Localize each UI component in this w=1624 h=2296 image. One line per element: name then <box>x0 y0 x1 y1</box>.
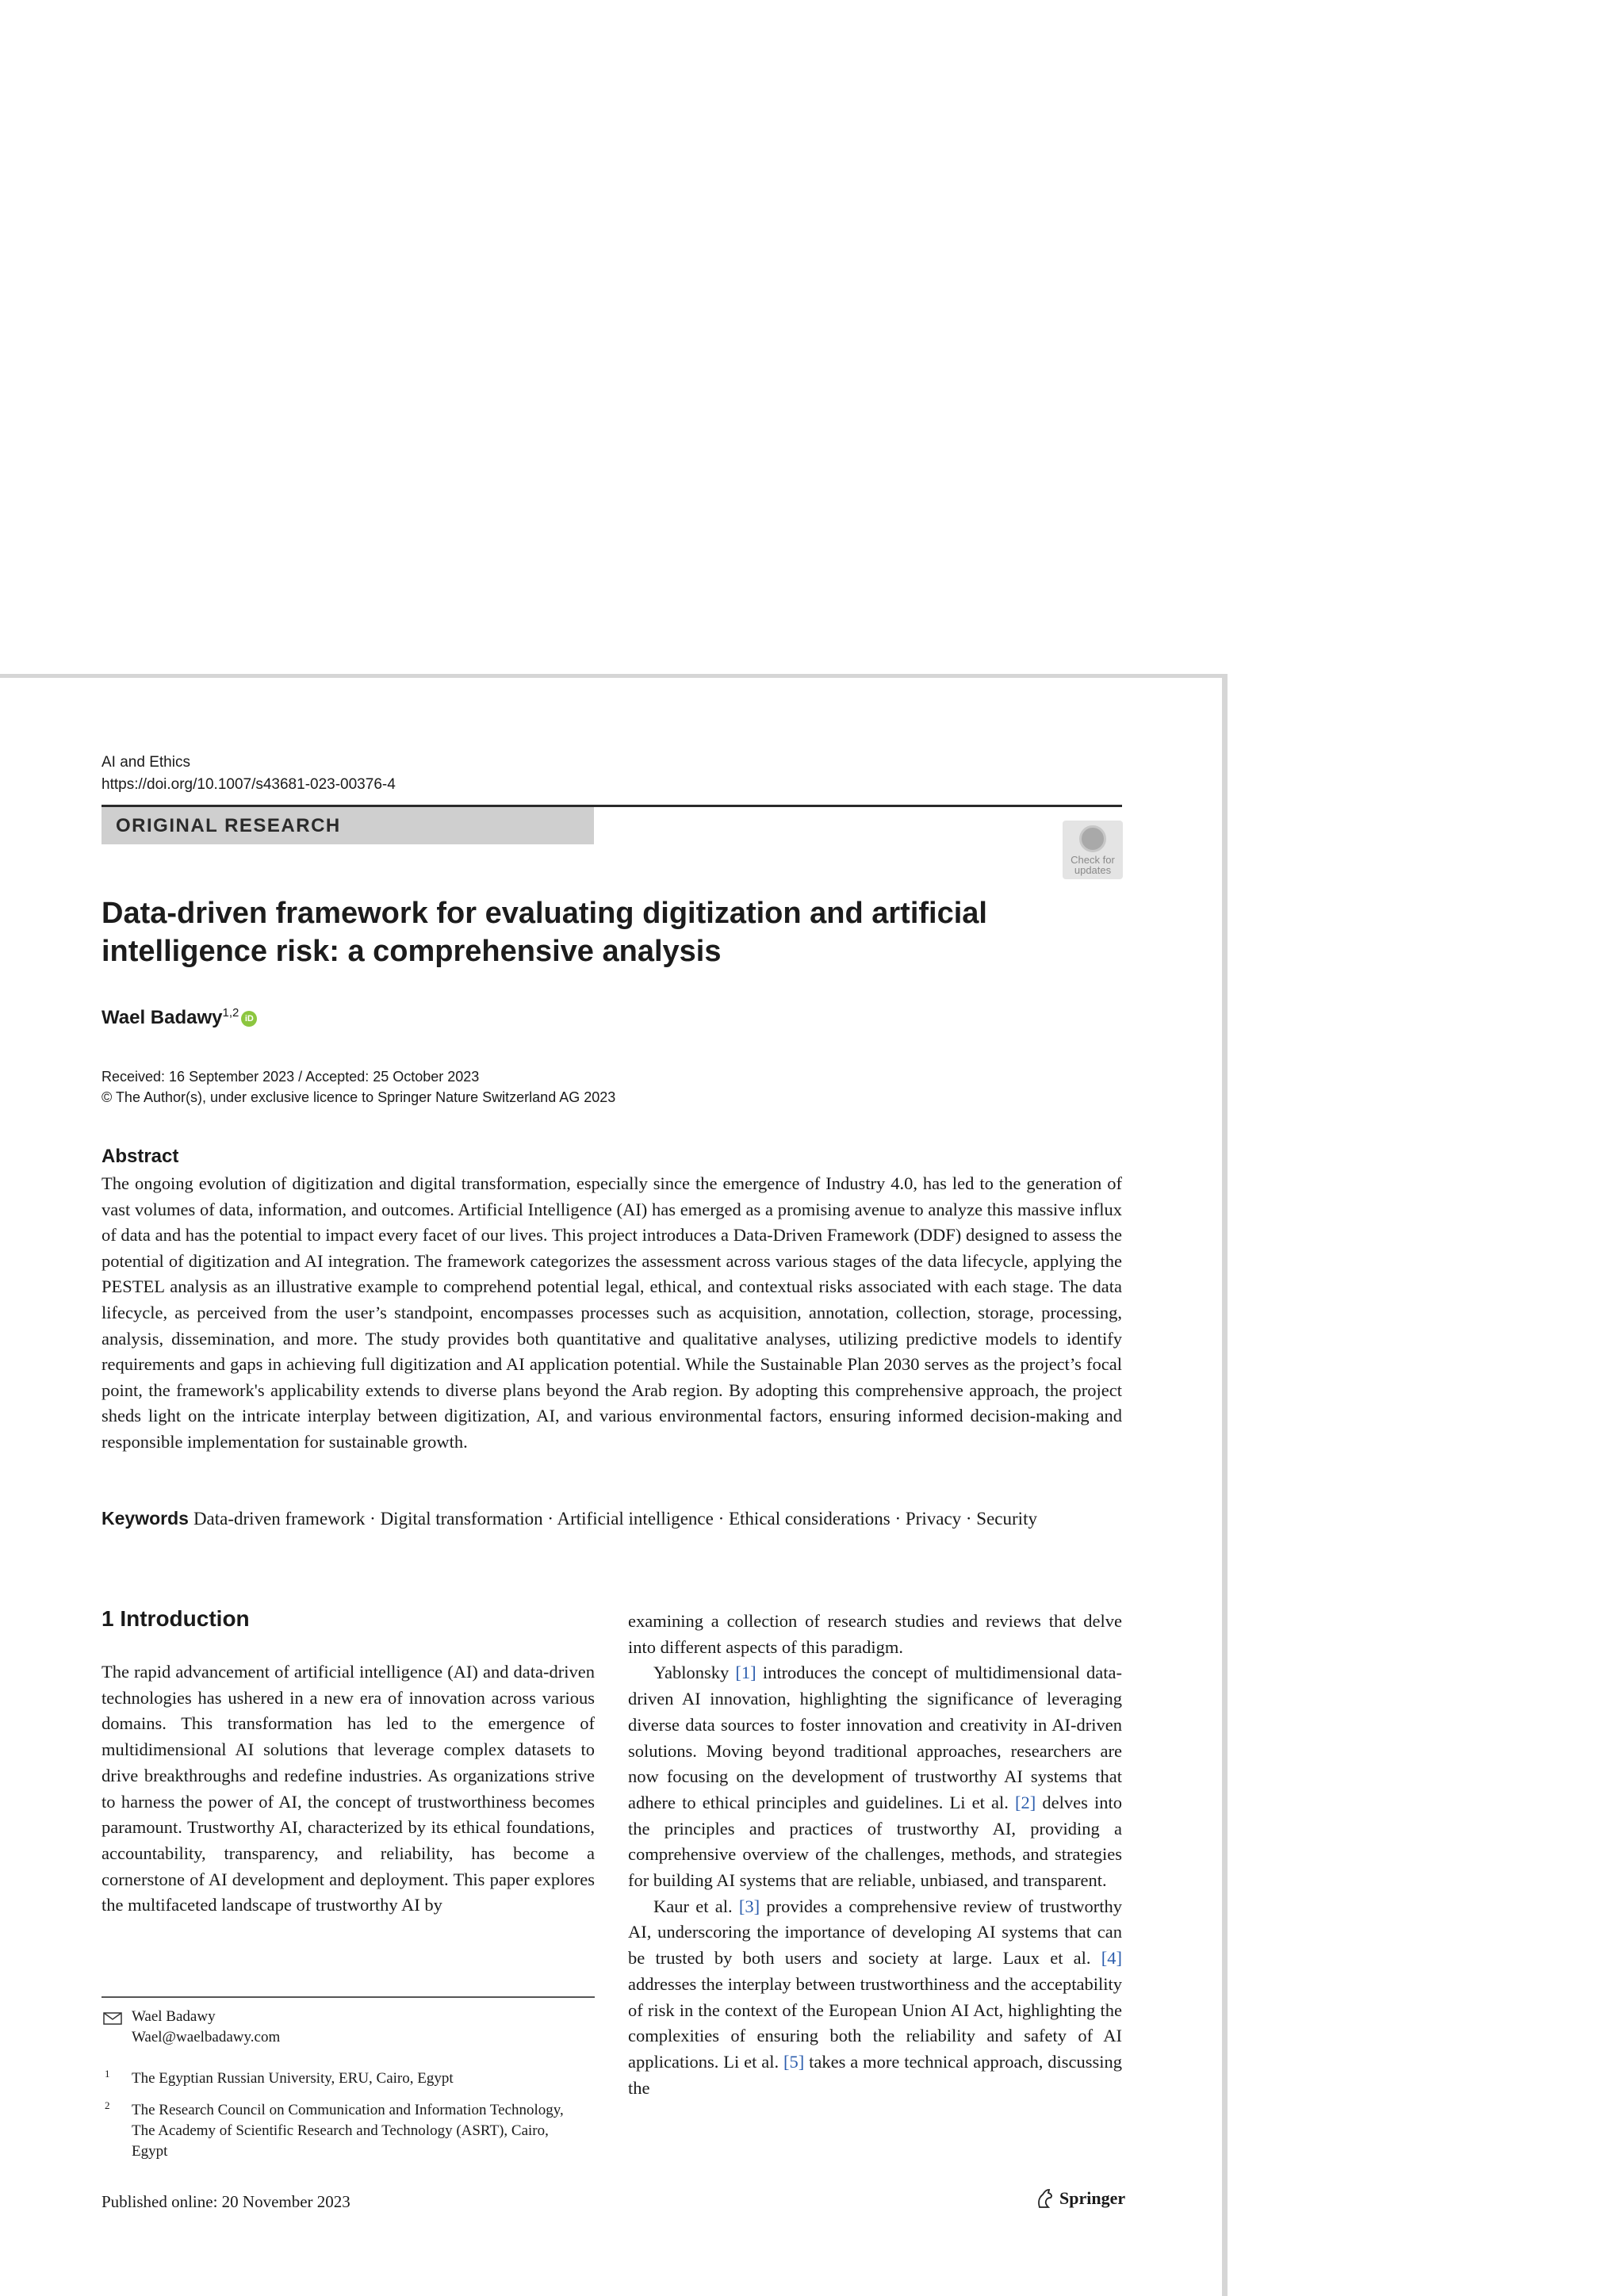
paper-title: Data-driven framework for evaluating digitization and artificial intelligence risk: a comprehensive analysis <box>102 897 987 968</box>
intro-paragraph-3 <box>628 1894 1122 2102</box>
para3-text-d: takes a more technical approach, discussing the <box>628 2051 1122 2098</box>
check-updates-icon <box>1079 825 1106 852</box>
springer-horse-icon <box>1036 2188 1055 2209</box>
keywords-list: Data-driven framework · Digital transformation · Artificial intelligence · Ethical considerations · Privacy · Security <box>193 1509 1037 1529</box>
abstract-text: The ongoing evolution of digitization and digital transformation, especially since the emergence of Industry 4.0, has led to the generation of vast volumes of data, information, and outcomes. Artificial Intelligence (AI) has emerged as a promising avenue to analyze this massive influx of data and has the potential to impact every facet of our lives. This project introduces a Data-Driven Framework (DDF) designed to assess the potential of digitization and AI integration. The framework categorizes the assessment across various stages of the data lifecycle, applying the PESTEL analysis as an illustrative example to comprehend potential legal, ethical, and contextual risks associated with each stage. The data lifecycle, as perceived from the user’s standpoint, encompasses processes such as acquisition, annotation, collection, storage, processing, analysis, dissemination, and more. The study provides both quantitative and qualitative analyses, utilizing predictive models to identify requirements and gaps in achieving full digitization and AI application potential. While the Sustainable Plan 2030 serves as the project’s focal point, the framework's applicability extends to diverse plans beyond the Arab region. By adopting this comprehensive approach, the project sheds light on the intricate interplay between digitization, AI, and various environmental factors, ensuring informed decision-making and responsible implementation for sustainable growth. <box>102 1173 1122 1452</box>
citation-2[interactable]: [2] <box>1015 1792 1036 1812</box>
para3-text-b: provides a comprehensive review of trustworthy AI, underscoring the importance of developing AI systems that can be trusted by both users and society at large. Laux et al. <box>628 1896 1122 1969</box>
corresponding-author-email[interactable]: Wael@waelbadawy.com <box>132 2029 281 2045</box>
intro-left-column <box>102 1659 595 1919</box>
footnote-rule <box>102 1996 595 1998</box>
para2-text-c: delves into the principles and practices of trustworthy AI, providing a comprehensive overview of the challenges, methods, and strategies for building AI systems that are reliable, unbiased, and transparent. <box>628 1792 1122 1891</box>
intro-paragraph-1: The rapid advancement of artificial intelligence (AI) and data-driven technologies has ushered in a new era of innovation across various domains. This transformation has led to the emergence of multidimensional AI solutions that leverage complex datasets to drive breakthroughs and redefine industries. As organizations strive to harness the power of AI, the concept of trustworthiness becomes paramount. Trustworthy AI, characterized by its ethical foundations, accountability, transparency, and reliability, has become a cornerstone of AI development and deployment. This paper explores the multifaceted landscape of trustworthy AI by <box>102 1662 595 1915</box>
corresponding-author-name: Wael Badawy <box>132 2008 216 2025</box>
received-accepted: Received: 16 September 2023 / Accepted: 25 October 2023 <box>102 1069 480 1085</box>
citation-4[interactable]: [4] <box>1101 1948 1122 1969</box>
doi-link[interactable]: https://doi.org/10.1007/s43681-023-00376-4 <box>102 776 396 793</box>
publisher-name: Springer <box>1059 2188 1126 2208</box>
author-affil-marks: 1,2 <box>222 1006 239 1020</box>
article-dates <box>102 1066 615 1108</box>
keywords <box>102 1506 1122 1533</box>
para2-text-b: introduces the concept of multidimensional data-driven AI innovation, highlighting the significance of leveraging diverse data sources to foster innovation and creativity in AI-driven solutions. Moving beyond traditional approaches, researchers are now focusing on the development of trustworthy AI systems that adhere to ethical principles and guidelines. Li et al. <box>628 1663 1122 1812</box>
introduction-heading: 1 Introduction <box>102 1606 250 1631</box>
affiliation-1: The Egyptian Russian University, ERU, Cairo, Egypt <box>132 2070 454 2087</box>
journal-name: AI and Ethics <box>102 754 190 771</box>
check-for-updates-badge[interactable] <box>1063 821 1123 879</box>
citation-3[interactable]: [3] <box>738 1896 760 1916</box>
springer-logo <box>1036 2188 1125 2209</box>
para2-text-a: Yablonsky <box>653 1663 736 1683</box>
para3-text-c: addresses the interplay between trustworthiness and the acceptability of risk in the context of the European Union AI Act, highlighting the complexities of ensuring both the reliability and safety of AI applications. Li et al. <box>628 1973 1122 2072</box>
citation-1[interactable]: [1] <box>735 1663 756 1683</box>
affiliation-number-1: 1 <box>105 2068 110 2080</box>
affiliation-2: The Research Council on Communication and Information Technology, The Academy of Scientific Research and Technology (ASRT), Cairo, Egypt <box>132 2102 564 2160</box>
orcid-icon[interactable]: iD <box>241 1011 257 1027</box>
paper-page <box>0 674 1228 2296</box>
published-online: Published online: 20 November 2023 <box>102 2192 350 2211</box>
affiliation-number-2: 2 <box>105 2099 110 2111</box>
citation-5[interactable]: [5] <box>783 2051 805 2072</box>
check-updates-label: Check for updates <box>1071 854 1115 876</box>
intro-right-column <box>628 1609 1122 2101</box>
author-name: Wael Badawy <box>102 1007 223 1028</box>
section-label: ORIGINAL RESEARCH <box>102 807 594 844</box>
intro-paragraph-continued: examining a collection of research studies and reviews that delve into different aspects of this paradigm. <box>628 1611 1122 1657</box>
intro-paragraph-2 <box>628 1660 1122 1893</box>
author-line <box>102 1000 257 1031</box>
envelope-icon <box>103 2012 122 2025</box>
para3-text-a: Kaur et al. <box>653 1896 739 1916</box>
keywords-heading: Keywords <box>102 1508 189 1529</box>
copyright-line: © The Author(s), under exclusive licence to Springer Nature Switzerland AG 2023 <box>102 1089 616 1105</box>
abstract-heading: Abstract <box>102 1146 179 1167</box>
